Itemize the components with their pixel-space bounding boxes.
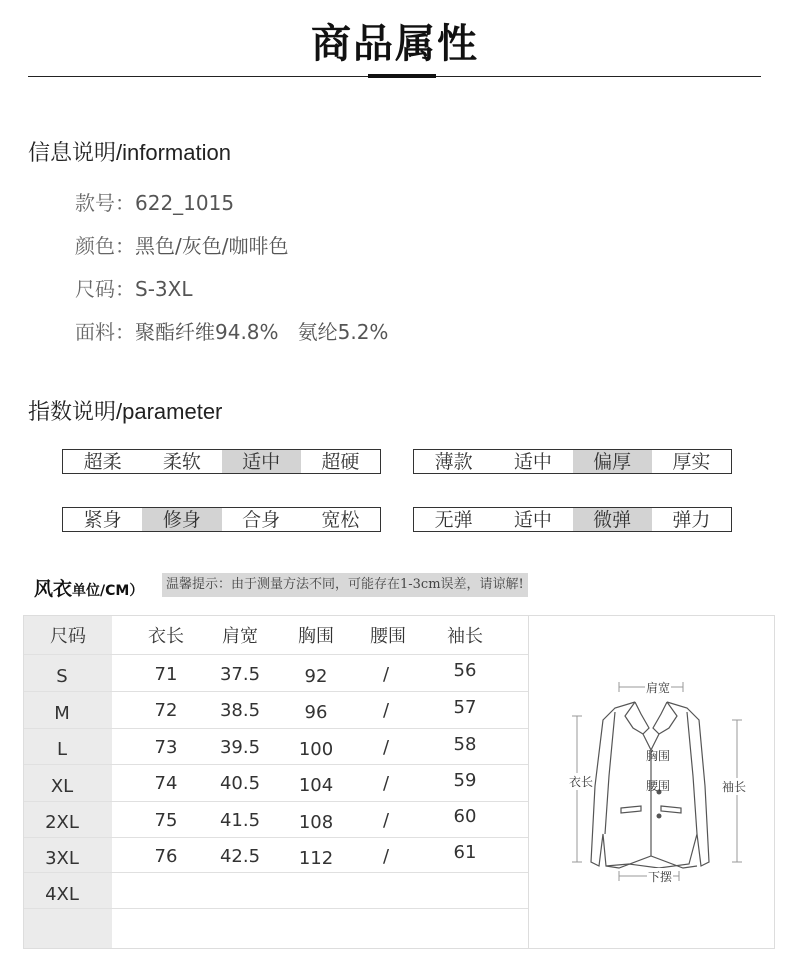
size-chart-title	[34, 574, 143, 601]
table-cell: 112	[298, 848, 334, 869]
info-heading: 信息说明/information	[28, 140, 231, 165]
scale-option: 宽松	[321, 509, 360, 531]
info-label: 面料：	[75, 320, 135, 344]
table-cell: /	[382, 700, 390, 721]
table-cell: 100	[298, 739, 334, 760]
table-cell-size: 3XL	[45, 848, 79, 869]
info-value: 聚酯纤维94.8% 氨纶5.2%	[135, 320, 389, 344]
row-divider	[24, 764, 528, 765]
table-cell: 104	[298, 775, 334, 796]
info-row-style-no	[75, 187, 234, 216]
table-cell: 75	[154, 810, 178, 831]
header-shoulder: 肩宽	[222, 626, 258, 647]
row-divider	[24, 908, 528, 909]
table-cell: 57	[453, 697, 477, 718]
table-cell: 74	[154, 773, 178, 794]
softness-scale	[62, 449, 381, 474]
table-cell: 108	[298, 812, 334, 833]
unit-label: 单位/CM）	[72, 583, 144, 599]
table-cell: /	[382, 664, 390, 685]
table-cell: 59	[453, 770, 477, 791]
thickness-scale	[413, 449, 732, 474]
info-label: 尺码：	[75, 277, 135, 301]
table-cell: 56	[453, 660, 477, 681]
table-cell: 41.5	[219, 810, 261, 831]
diagram-label-chest: 胸围	[646, 749, 671, 763]
row-divider	[24, 654, 528, 655]
table-cell: /	[382, 810, 390, 831]
diagram-label-waist: 腰围	[646, 779, 671, 793]
scale-option: 超硬	[321, 451, 360, 473]
table-cell: 72	[154, 700, 178, 721]
scale-option: 合身	[242, 509, 281, 531]
diagram-label-sleeve: 袖长	[722, 780, 747, 794]
table-cell-size: 4XL	[45, 884, 79, 905]
scale-option: 无弹	[434, 509, 473, 531]
table-cell-size: M	[54, 703, 70, 724]
header-chest: 胸围	[298, 626, 334, 647]
table-cell: 61	[453, 842, 477, 863]
scale-option: 紧身	[83, 509, 122, 531]
measurement-diagram	[528, 615, 775, 949]
row-divider	[24, 801, 528, 802]
table-cell: 60	[453, 806, 477, 827]
table-cell-size: S	[56, 666, 68, 687]
info-value: S-3XL	[135, 277, 193, 301]
row-divider	[24, 837, 528, 838]
row-divider	[24, 728, 528, 729]
scale-option: 超柔	[83, 451, 122, 473]
table-cell: /	[382, 773, 390, 794]
scale-option: 薄款	[434, 451, 473, 473]
table-cell: 42.5	[219, 846, 261, 867]
info-value: 黑色/灰色/咖啡色	[135, 234, 289, 258]
header-waist: 腰围	[370, 626, 406, 647]
header-sleeve: 袖长	[447, 626, 483, 647]
info-row-fabric	[75, 316, 388, 345]
table-cell: 38.5	[219, 700, 261, 721]
scale-option-selected: 适中	[222, 450, 301, 473]
fit-scale	[62, 507, 381, 532]
diagram-label-hem: 下摆	[648, 870, 673, 884]
table-cell-size: XL	[50, 776, 74, 797]
scale-option: 适中	[513, 509, 552, 531]
diagram-label-length: 衣长	[569, 775, 594, 789]
row-divider	[24, 872, 528, 873]
table-cell: 37.5	[219, 664, 261, 685]
table-cell-size: 2XL	[45, 812, 79, 833]
scale-option-selected: 微弹	[573, 508, 652, 531]
diagram-label-shoulder: 肩宽	[646, 681, 671, 695]
scale-option-selected: 偏厚	[573, 450, 652, 473]
table-cell-size: L	[56, 739, 68, 760]
scale-option: 柔软	[162, 451, 201, 473]
garment-name: 风衣	[34, 578, 73, 600]
parameter-heading: 指数说明/parameter	[28, 399, 223, 424]
info-label: 颜色：	[75, 234, 135, 258]
info-row-size	[75, 273, 192, 302]
info-row-color	[75, 230, 288, 259]
header-length: 衣长	[148, 626, 184, 647]
scale-option-selected: 修身	[142, 508, 221, 531]
table-cell: /	[382, 737, 390, 758]
table-cell: 39.5	[219, 737, 261, 758]
header-size: 尺码	[50, 626, 86, 647]
measurement-tip: 温馨提示：由于测量方法不同，可能存在1-3cm误差，请谅解!	[162, 573, 528, 597]
info-label: 款号：	[75, 191, 135, 215]
scale-option: 适中	[513, 451, 552, 473]
row-divider	[24, 691, 528, 692]
table-cell: 76	[154, 846, 178, 867]
table-cell: /	[382, 846, 390, 867]
table-cell: 40.5	[219, 773, 261, 794]
table-cell: 96	[304, 702, 328, 723]
title-accent-bar	[368, 74, 436, 78]
scale-option: 弹力	[672, 509, 711, 531]
table-cell: 71	[154, 664, 178, 685]
info-value: 622_1015	[135, 191, 235, 215]
table-cell: 58	[453, 734, 477, 755]
table-cell: 92	[304, 666, 328, 687]
table-cell: 73	[154, 737, 178, 758]
scale-option: 厚实	[672, 451, 711, 473]
elasticity-scale	[413, 507, 732, 532]
page-title: 商品属性	[311, 21, 479, 67]
